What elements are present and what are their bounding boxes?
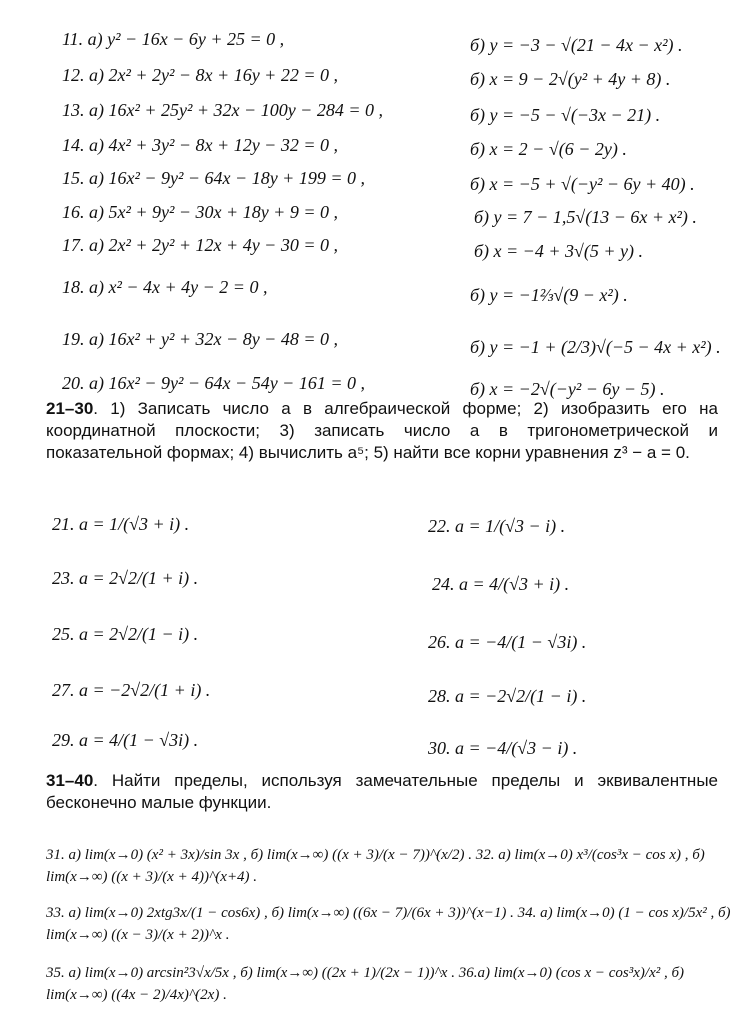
problems-33-34: 33. а) lim(x→0) 2xtg3x/(1 − cos6x) , б) lim(x→∞) ((6x − 7)/(6x + 3))^(x−1) . 34. а) lim(x→0) (1 − cos x)/5x² , б) lim(x→∞) ((x − 3)/(x + 2))^x . [46, 905, 731, 943]
problem-11b: б) y = −3 − √(21 − 4x − x²) . [470, 35, 683, 55]
problem-16a: 16. а) 5x² + 9y² − 30x + 18y + 9 = 0 , [62, 202, 338, 222]
problem-18b: б) y = −1⅔√(9 − x²) . [470, 285, 628, 305]
problem-24: 24. a = 4/(√3 + i) . [432, 574, 570, 594]
problem-13a: 13. а) 16x² + 25y² + 32x − 100y − 284 = 0 , [62, 100, 383, 120]
problem-20a: 20. а) 16x² − 9y² − 64x − 54y − 161 = 0 , [62, 373, 365, 393]
problem-22: 22. a = 1/(√3 − i) . [428, 516, 566, 536]
section-21-30-range: 21–30 [46, 399, 94, 418]
problem-14a: 14. а) 4x² + 3y² − 8x + 12y − 32 = 0 , [62, 135, 338, 155]
problem-12a: 12. а) 2x² + 2y² − 8x + 16y + 22 = 0 , [62, 65, 338, 85]
problem-11a: 11. а) y² − 16x − 6y + 25 = 0 , [62, 29, 285, 49]
problem-16b: б) y = 7 − 1,5√(13 − 6x + x²) . [474, 207, 697, 227]
problem-21: 21. a = 1/(√3 + i) . [52, 514, 190, 534]
problems-31-32: 31. а) lim(x→0) (x² + 3x)/sin 3x , б) lim(x→∞) ((x + 3)/(x − 7))^(x/2) . 32. а) lim(x→0) x³/(cos³x − cos x) , б) lim(x→∞) ((x + 3)/(x + 4))^(x+4) . [46, 847, 705, 885]
section-31-40-text [46, 770, 718, 816]
problem-18a: 18. а) x² − 4x + 4y − 2 = 0 , [62, 277, 268, 297]
problem-25: 25. a = 2√2/(1 − i) . [52, 624, 199, 644]
problems-35-36: 35. а) lim(x→0) arcsin²3√x/5x , б) lim(x→∞) ((2x + 1)/(2x − 1))^x . 36.а) lim(x→0) (cos x − cos³x)/x² , б) lim(x→∞) ((4x − 2)/4x)^(2x) . [46, 965, 685, 1003]
problem-28: 28. a = −2√2/(1 − i) . [428, 686, 587, 706]
section-21-30-text [46, 398, 718, 488]
problem-27: 27. a = −2√2/(1 + i) . [52, 680, 211, 700]
section-31-40-range: 31–40 [46, 771, 94, 790]
problem-12b: б) x = 9 − 2√(y² + 4y + 8) . [470, 69, 671, 89]
problem-19a: 19. а) 16x² + y² + 32x − 8y − 48 = 0 , [62, 329, 338, 349]
section-21-30-body: . 1) Записать число a в алгебраической форме; 2) изобразить его на координатной плоскости; 3) записать число a в тригонометрической и показательной формах; 4) вычислить a⁵; 5) найти все корни уравнения z³ − a = 0. [46, 399, 718, 462]
problem-19b: б) y = −1 + (2/3)√(−5 − 4x + x²) . [470, 337, 721, 357]
problem-29: 29. a = 4/(1 − √3i) . [52, 730, 199, 750]
problem-30: 30. a = −4/(√3 − i) . [428, 738, 578, 758]
problem-15a: 15. а) 16x² − 9y² − 64x − 18y + 199 = 0 , [62, 168, 365, 188]
problem-17a: 17. а) 2x² + 2y² + 12x + 4y − 30 = 0 , [62, 235, 338, 255]
problem-14b: б) x = 2 − √(6 − 2y) . [470, 139, 627, 159]
problem-13b: б) y = −5 − √(−3x − 21) . [470, 105, 661, 125]
problem-15b: б) x = −5 + √(−y² − 6y + 40) . [470, 174, 695, 194]
section-31-40-body: . Найти пределы, используя замечательные пределы и эквивалентные бесконечно малые функции. [46, 771, 718, 812]
problem-20b: б) x = −2√(−y² − 6y − 5) . [470, 379, 665, 399]
problem-26: 26. a = −4/(1 − √3i) . [428, 632, 587, 652]
problem-23: 23. a = 2√2/(1 + i) . [52, 568, 199, 588]
problem-17b: б) x = −4 + 3√(5 + y) . [474, 241, 643, 261]
